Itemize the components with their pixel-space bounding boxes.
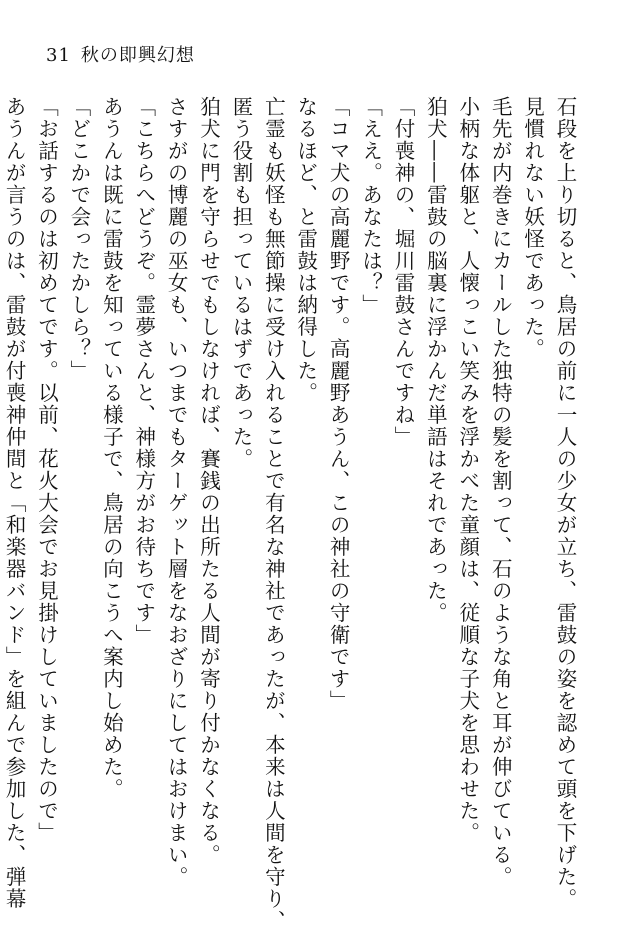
text-line: あうんが言うのは、雷鼓が付喪神仲間と「和楽器バンド」を組んで参加した、弾幕 — [2, 96, 27, 910]
text-line: 石段を上り切ると、鳥居の前に一人の少女が立ち、雷鼓の姿を認めて頭を下げた。 — [553, 96, 577, 910]
text-line: 「付喪神の、堀川雷鼓さんですね」 — [390, 96, 415, 448]
text-line: 狛犬に門を守らせでもしなければ、賽銭の出所たる人間が寄り付かなくなる。 — [196, 96, 221, 866]
text-line: 「コマ犬の高麗野です。高麗野あうん、この神社の守衛です」 — [326, 96, 351, 712]
text-line: 見慣れない妖怪であった。 — [520, 96, 545, 360]
text-line: 「ええ。あなたは？」 — [358, 96, 383, 316]
text-line: 狛犬――雷鼓の脳裏に浮かんだ単語はそれであった。 — [423, 96, 448, 624]
text-line: 匿う役割も担っているはずであった。 — [228, 96, 253, 470]
text-line: 小柄な体躯と、人懐っこい笑みを浮かべた童顔は、従順な子犬を思わせた。 — [455, 96, 480, 844]
text-line: 「どこかで会ったかしら？」 — [66, 96, 91, 382]
page-number: 31 — [46, 45, 71, 66]
text-line: あうんは既に雷鼓を知っている様子で、鳥居の向こうへ案内し始めた。 — [99, 96, 124, 800]
text-line: 亡霊も妖怪も無節操に受け入れることで有名な神社であったが、本来は人間を守り、 — [261, 96, 286, 932]
body-text — [0, 96, 581, 932]
text-line: 毛先が内巻きにカールした独特の髪を割って、石のような角と耳が伸びている。 — [488, 96, 513, 888]
text-line: さすがの博麗の巫女も、いつまでもターゲット層をなおざりにしてはおけまい。 — [164, 96, 189, 888]
text-line: 「こちらへどうぞ。霊夢さんと、神様方がお待ちです」 — [131, 96, 156, 646]
text-line: 「お話するのは初めてです。以前、花火大会でお見掛けしていましたので」 — [34, 96, 59, 844]
chapter-title: 秋の即興幻想 — [80, 45, 195, 66]
text-line: なるほど、と雷鼓は納得した。 — [293, 96, 318, 404]
running-head — [46, 41, 195, 67]
